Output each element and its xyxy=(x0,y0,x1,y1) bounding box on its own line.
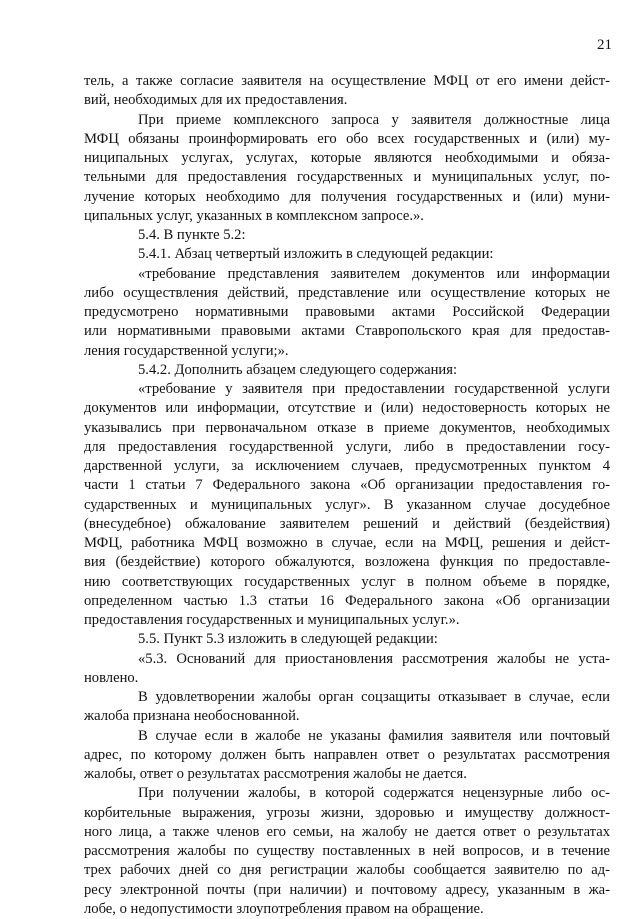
text-line: МФЦ обязаны проинформировать его обо всех государственных и (или) му- xyxy=(84,130,610,147)
text-line: сударственных и муниципальных услуг». В указанном случае досудебное xyxy=(84,496,610,513)
text-line: лобе, о недопустимости злоупотребления правом на обращение. xyxy=(84,900,484,917)
text-line: 5.4.2. Дополнить абзацем следующего содержания: xyxy=(138,361,458,378)
text-line: ципальных услуг, указанных в комплексном запросе.». xyxy=(84,207,424,224)
text-line: или нормативными правовыми актами Ставропольского края для предостав- xyxy=(84,323,610,340)
text-line: либо осуществления действий, представление или осуществление которых не xyxy=(84,284,610,301)
document-body xyxy=(84,72,610,919)
text-line: ного лица, а также членов его семьи, на жалобу не дается ответ о результатах xyxy=(84,823,610,840)
text-line: МФЦ, работника МФЦ возможно в случае, если на МФЦ, решения и дейст- xyxy=(84,535,610,551)
page-number: 21 xyxy=(597,37,612,53)
text-line: нию соответствующих государственных услуг в полном объеме в порядке, xyxy=(84,573,610,590)
text-line: дарственной услуги, за исключением случаев, предусмотренных пунктом 4 xyxy=(84,458,610,474)
text-line: ниципальных услугах, услугах, которые являются необходимыми и обяза- xyxy=(84,150,610,166)
text-line: ресу электронной почты (при наличии) и почтовому адресу, указанным в жа- xyxy=(84,881,610,898)
text-line: тель, а также согласие заявителя на осуществление МФЦ от его имени дейст- xyxy=(84,73,610,89)
text-line: При получении жалобы, в которой содержатся нецензурные либо ос- xyxy=(138,785,610,802)
text-line: указывались при первоначальном отказе в приеме документов, необходимых xyxy=(84,419,610,436)
text-line: При приеме комплексного запроса у заявителя должностные лица xyxy=(138,111,610,128)
text-line: «5.3. Оснований для приостановления рассмотрения жалобы не уста- xyxy=(138,650,610,667)
text-line: тельными для предоставления государственных и муниципальных услуг, по- xyxy=(84,169,610,186)
text-line: В случае если в жалобе не указаны фамилия заявителя или почтовый xyxy=(138,727,610,744)
text-line: вия (бездействие) которого обжалуются, возложена функция по предоставле- xyxy=(84,554,610,571)
text-line: жалоба признана необоснованной. xyxy=(84,708,300,725)
text-line: рассмотрения жалобы по существу поставленных в ней вопросов, и в течение xyxy=(84,843,610,859)
text-line: 5.4. В пункте 5.2: xyxy=(138,227,246,243)
text-line: 5.4.1. Абзац четвертый изложить в следующей редакции: xyxy=(138,246,494,263)
text-line: определенном частью 1.3 статьи 16 Федерального закона «Об организации xyxy=(84,592,610,609)
text-line: «требование представления заявителем документов или информации xyxy=(138,265,610,282)
text-line: корбительные выражения, угрозы жизни, здоровью и имуществу должност- xyxy=(84,804,610,821)
text-line: «требование у заявителя при предоставлении государственной услуги xyxy=(138,381,610,397)
text-line: трех рабочих дней со дня регистрации жалобы сообщается заявителю по ад- xyxy=(84,862,610,879)
text-line: части 1 статьи 7 Федерального закона «Об организации предоставления го- xyxy=(84,477,610,494)
text-line: адрес, по которому должен быть направлен ответ о результатах рассмотрения xyxy=(84,746,610,763)
text-line: предоставления государственных и муниципальных услуг.». xyxy=(84,612,460,628)
text-line: новлено. xyxy=(84,669,139,686)
text-line: вий, необходимых для их предоставления. xyxy=(84,92,348,109)
text-line: (внесудебное) обжалование заявителем решений и действий (бездействия) xyxy=(84,515,610,532)
text-line: лучение которых необходимо для получения государственных и (или) муни- xyxy=(84,188,610,205)
text-line: 5.5. Пункт 5.3 изложить в следующей редакции: xyxy=(138,631,438,648)
text-line: для предоставления государственной услуги, либо в предоставлении госу- xyxy=(84,438,610,455)
text-line: документов или информации, отсутствие и (или) недостоверность которых не xyxy=(84,400,610,417)
text-line: предусмотрено нормативными правовыми актами Российской Федерации xyxy=(84,304,610,320)
text-line: жалобы, ответ о результатах рассмотрения жалобы не дается. xyxy=(84,766,467,782)
text-line: В удовлетворении жалобы орган соцзащиты отказывает в случае, если xyxy=(138,689,610,705)
text-line: ления государственной услуги;». xyxy=(84,342,289,359)
